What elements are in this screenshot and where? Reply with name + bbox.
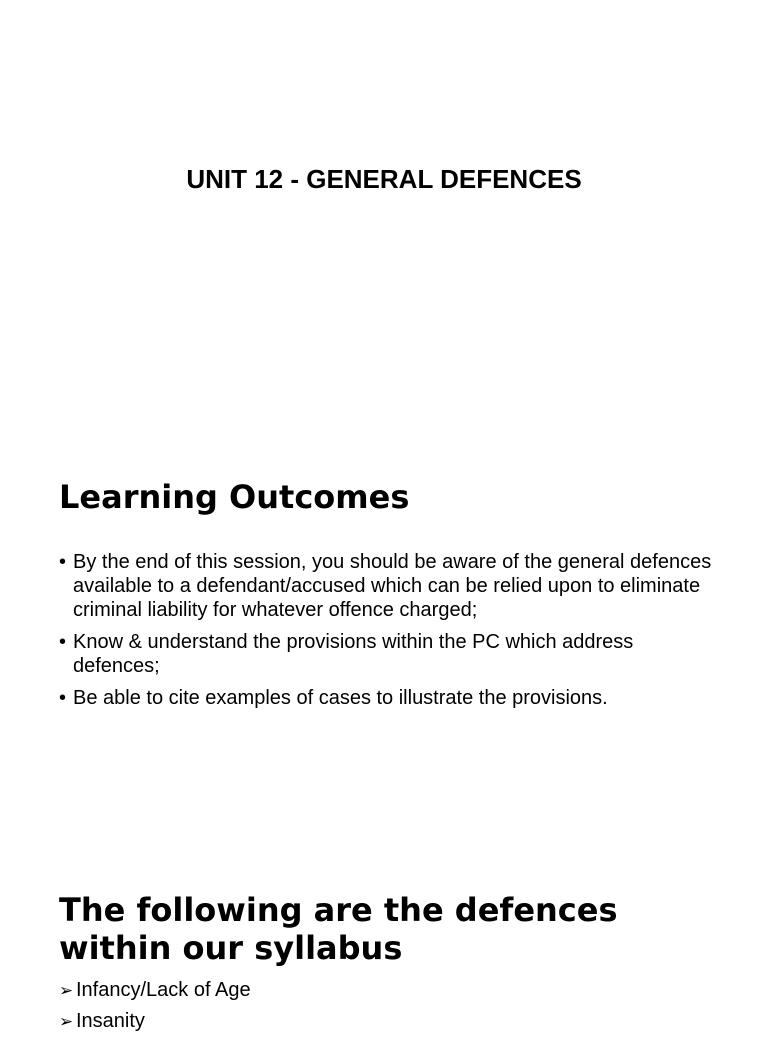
defences-heading: The following are the defences within our syllabus [59, 891, 618, 967]
list-item-text: By the end of this session, you should be aware of the general defences available to a defendant/accused which can be relied upon to eliminate criminal liability for whatever offence charged; [73, 551, 712, 621]
list-item [59, 1006, 251, 1037]
bullet-icon: • [59, 551, 67, 573]
list-item [59, 686, 719, 710]
list-item [59, 630, 719, 678]
bullet-icon: • [59, 687, 67, 709]
slide-title: UNIT 12 - GENERAL DEFENCES [186, 164, 582, 194]
learning-outcomes-list [59, 550, 719, 718]
list-item [59, 975, 251, 1006]
bullet-icon: • [59, 631, 67, 653]
list-item-text: Infancy/Lack of Age [76, 979, 251, 1001]
arrow-bullet-icon: ➢ [59, 981, 74, 1000]
arrow-bullet-icon: ➢ [59, 1012, 74, 1031]
list-item [59, 550, 719, 622]
defences-list [59, 975, 251, 1037]
list-item-text: Know & understand the provisions within the PC which address defences; [73, 631, 634, 677]
list-item-text: Be able to cite examples of cases to illustrate the provisions. [73, 687, 608, 709]
learning-outcomes-heading: Learning Outcomes [59, 478, 410, 516]
list-item-text: Insanity [76, 1010, 145, 1032]
